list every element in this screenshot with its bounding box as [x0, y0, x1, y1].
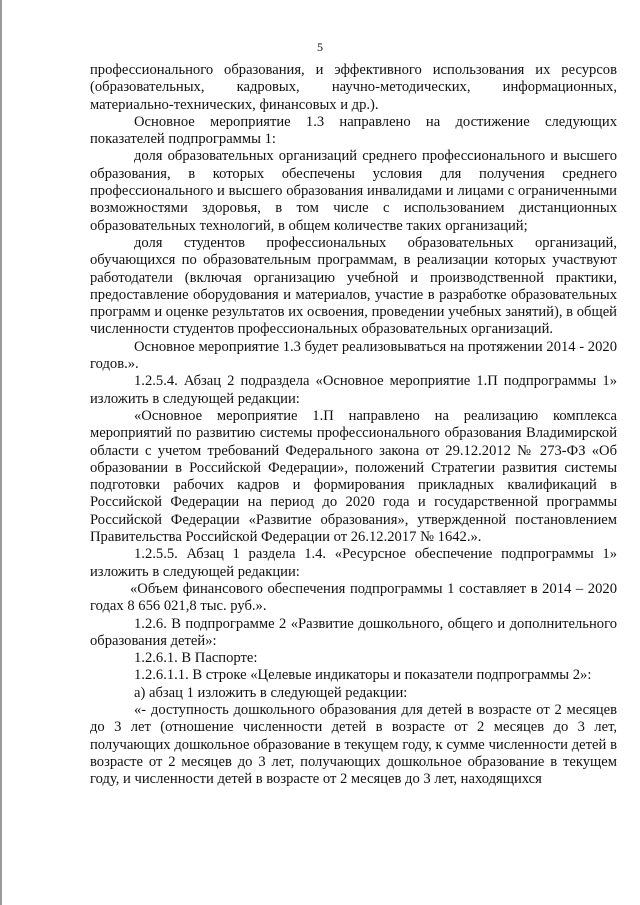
- paragraph: «Основное мероприятие 1.П направлено на реализацию комплекса мероприятий по развитию системы профессионального образования Владимирской области с учетом требований Федерального закона от 29.12.2012 № 273-ФЗ «Об образовании в Российской Федерации», положений Стратегии развития системы подготовки рабочих кадров и формирования прикладных квалификаций в Российской Федерации на период до 2020 года и государственной программы Российской Федерации «Развитие образования», утвержденной постановлением Правительства Российской Федерации от 26.12.2017 № 1642.».: [90, 407, 617, 546]
- page-number: 5: [317, 40, 323, 54]
- paragraph: 1.2.6.1.1. В строке «Целевые индикаторы и показатели подпрограммы 2»:: [134, 667, 592, 684]
- paragraph: «- доступность дошкольного образования для детей в возрасте от 2 месяцев до 3 лет (отношение численности детей в возрасте от 2 месяцев до 3 лет, получающих дошкольное образование в текущем году, к сумме численности детей в возрасте от 2 месяцев до 3 лет, получающих дошкольное образование в текущем году, и численности детей в возрасте от 2 месяцев до 3 лет, находящихся: [90, 701, 617, 788]
- paragraph: 1.2.6. В подпрограмме 2 «Развитие дошкольного, общего и дополнительного образования детей»:: [90, 615, 617, 649]
- paragraph: профессионального образования, и эффективного использования их ресурсов (образовательных, кадровых, научно-методических, информационных, материально-технических, финансовых и др.).: [90, 62, 617, 113]
- scan-edge-line: [0, 0, 2, 905]
- paragraph: 1.2.6.1. В Паспорте:: [134, 650, 258, 667]
- paragraph: доля студентов профессиональных образовательных организаций, обучающихся по образовательным программам, в реализации которых участвуют работодатели (включая организацию учебной и производственной практики, предоставление оборудования и материалов, участие в разработке образовательных программ и оценке результатов их освоения, проведении учебных занятий), в общей численности студентов профессиональных образовательных организаций.: [90, 234, 617, 338]
- paragraph: «Объем финансового обеспечения подпрограммы 1 составляет в 2014 – 2020 годах 8 656 021,8 тыс. руб.».: [90, 580, 617, 615]
- document-body: [90, 62, 617, 788]
- paragraph: а) абзац 1 изложить в следующей редакции:: [134, 684, 408, 701]
- paragraph: Основное мероприятие 1.3 будет реализовываться на протяжении 2014 - 2020 годов.».: [90, 338, 617, 373]
- paragraph: 1.2.5.4. Абзац 2 подраздела «Основное мероприятие 1.П подпрограммы 1» изложить в следующей редакции:: [90, 373, 617, 407]
- paragraph: доля образовательных организаций среднего профессионального и высшего образования, в которых обеспечены условия для получения среднего профессионального и высшего образования инвалидами и лицами с ограниченными возможностями здоровья, в том числе с использованием дистанционных образовательных технологий, в общем количестве таких организаций;: [90, 148, 617, 234]
- paragraph: 1.2.5.5. Абзац 1 раздела 1.4. «Ресурсное обеспечение подпрограммы 1» изложить в следующей редакции:: [90, 546, 617, 580]
- paragraph: Основное мероприятие 1.3 направлено на достижение следующих показателей подпрограммы 1:: [90, 113, 617, 148]
